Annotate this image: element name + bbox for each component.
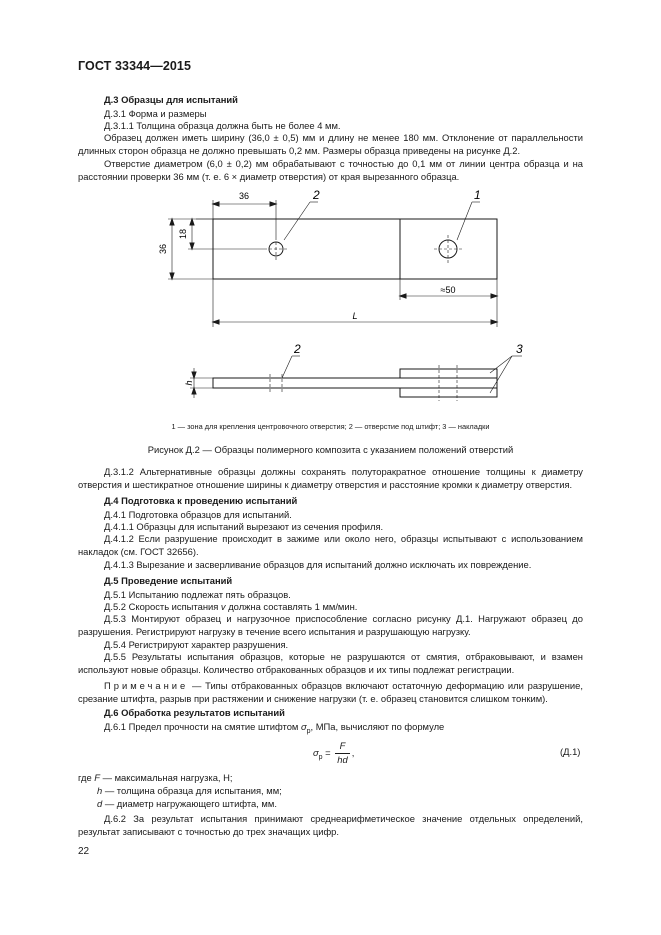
section-title-d5: Д.5 Проведение испытаний (104, 575, 233, 586)
tab-top (400, 369, 497, 378)
callout-2-top: 2 (313, 188, 320, 202)
section-title-d6: Д.6 Обработка результатов испытаний (104, 707, 285, 718)
paragraph-d312: Д.3.1.2 Альтернативные образцы должны сохранять полуторакратное отношение толщины к диаметру отверстия и шестикратное отношение ширины к диаметру отверстия и расстояние кромки к диаметру отверстия. (78, 466, 583, 490)
paragraph-d53: Д.5.3 Монтируют образец и нагрузочное приспособление согласно рисунку Д.1. Нагружают образец до разрушения. Регистрируют нагрузку в течение всего испытания и разрушающую нагрузку. (78, 613, 583, 637)
figure-caption: Рисунок Д.2 — Образцы полимерного композита с указанием положений отверстий (147, 444, 514, 455)
paragraph-d412: Д.4.1.2 Если разрушение происходит в зажиме или около него, образцы испытывают с использованием накладок (см. ГОСТ 32656). (78, 533, 583, 557)
note-paragraph: Примечание — Типы отбракованных образцов включают остаточную деформацию или разрушение, срезание штифта, разрыв при растяжении и снижение нагрузки (т. е. образец становится слишком тонким). (78, 680, 583, 704)
callout-3: 3 (516, 342, 523, 356)
paragraph-d311-hole: Отверстие диаметром (6,0 ± 0,2) мм обрабатывают с точностью до 0,1 мм от линии центра образца и на расстоянии проверки 36 мм (т. е. 6 × диаметр отверстия) от края вырезанного образца. (78, 158, 583, 182)
dim-h: h (184, 380, 194, 386)
paragraph-d55: Д.5.5 Результаты испытания образцов, которые не разрушаются от смятия, отбраковывают, и взамен используют новые образцы. Количество отбракованных образцов и их типы подлежат регистрации. (78, 651, 583, 675)
document-header: ГОСТ 33344—2015 (78, 59, 192, 73)
dim-L: L (352, 311, 358, 321)
formula: $\sigma_p$ = $\frac{F}{hd}$ , (313, 740, 355, 765)
specimen-drawing (150, 182, 530, 422)
dim-18: 18 (178, 228, 188, 240)
paragraph-d411: Д.4.1.1 Образцы для испытаний вырезают из сечения профиля. (104, 521, 384, 532)
dim-50: ≈50 (440, 285, 456, 295)
figure-legend: 1 — зона для крепления центровочного отверстия; 2 — отверстие под штифт; 3 — накладки (171, 422, 490, 431)
paragraph-d31: Д.3.1 Форма и размеры (104, 108, 207, 119)
paragraph-d52: Д.5.2 Скорость испытания v должна составлять 1 мм/мин. (104, 601, 358, 612)
paragraph-d413: Д.4.1.3 Вырезание и засверливание образцов для испытаний должно исключать их повреждение. (104, 559, 532, 570)
formula-number: (Д.1) (560, 746, 581, 757)
where-item-f: где F — максимальная нагрузка, Н; (78, 772, 233, 783)
callout-1: 1 (474, 188, 481, 202)
specimen-side-view (213, 378, 497, 388)
page-number: 22 (78, 846, 90, 857)
paragraph-d311: Д.3.1.1 Толщина образца должна быть не более 4 мм. (104, 120, 341, 131)
where-item-d: d — диаметр нагружающего штифта, мм. (97, 798, 277, 809)
section-title-d4: Д.4 Подготовка к проведению испытаний (104, 495, 298, 506)
paragraph-d54: Д.5.4 Регистрируют характер разрушения. (104, 639, 289, 650)
paragraph-d61: Д.6.1 Предел прочности на смятие штифтом $\sigma_p$, МПа, вычисляют по формуле (104, 721, 445, 735)
section-title-d3: Д.3 Образцы для испытаний (104, 94, 238, 105)
dim-36-left: 36 (158, 243, 168, 255)
note-label: Примечание (104, 680, 189, 691)
dim-36-top: 36 (238, 191, 250, 201)
paragraph-d62: Д.6.2 За результат испытания принимают среднеарифметическое значение отдельных определений, результат записывают с точностью до трех значащих цифр. (78, 813, 583, 837)
tab-bottom (400, 388, 497, 397)
paragraph-d311-body: Образец должен иметь ширину (36,0 ± 0,5) мм и длину не менее 180 мм. Отклонение от параллельности длинных сторон образца не должно превышать 0,2 мм. Размеры образца приведены на рисунке Д.2. (78, 132, 583, 156)
callout-2-side: 2 (294, 342, 301, 356)
paragraph-d51: Д.5.1 Испытанию подлежат пять образцов. (104, 589, 291, 600)
paragraph-d41: Д.4.1 Подготовка образцов для испытаний. (104, 509, 292, 520)
where-item-h: h — толщина образца для испытания, мм; (97, 785, 282, 796)
